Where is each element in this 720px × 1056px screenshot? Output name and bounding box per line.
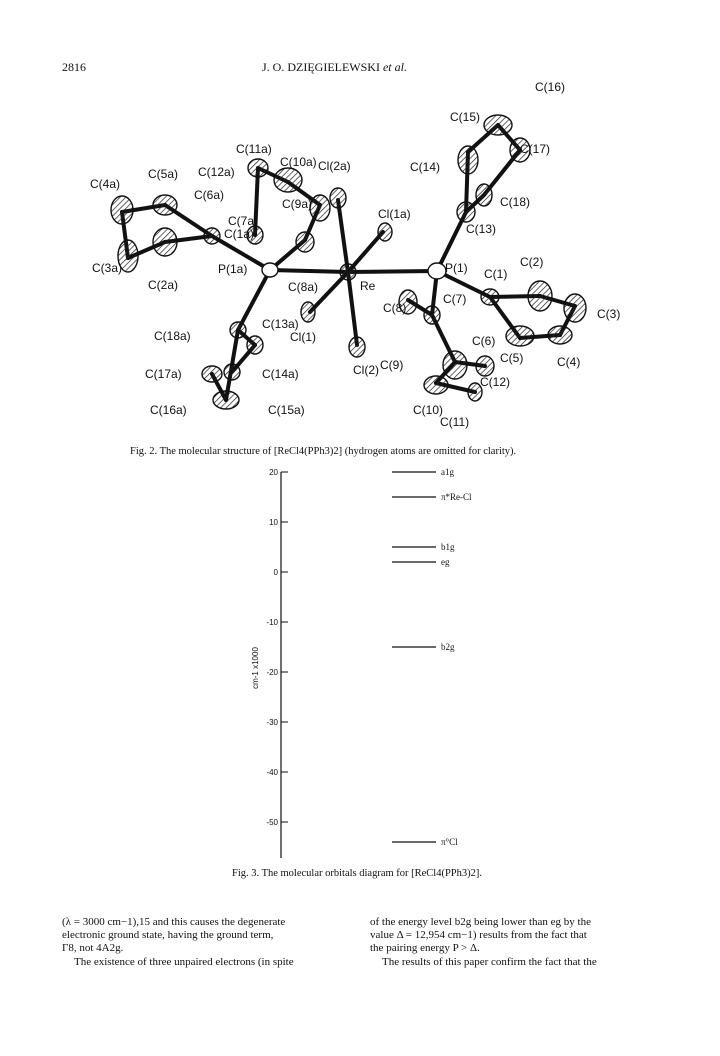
atom-label: C(8) [383, 301, 407, 315]
axis-tick-label: 20 [269, 468, 278, 477]
page-number: 2816 [62, 60, 86, 74]
body-line: the pairing energy P > Δ. [370, 942, 480, 955]
atom-label: Cl(2a) [318, 159, 351, 173]
axis-tick-label: -10 [266, 618, 278, 627]
atom-label: C(17a) [145, 367, 182, 381]
body-line: electronic ground state, having the ground term, [62, 929, 274, 942]
body-line: value Δ = 12,954 cm−1) results from the fact that [370, 929, 587, 942]
atom-label: C(7) [443, 292, 467, 306]
atom-label: C(5a) [148, 167, 179, 181]
molecular-structure-figure [0, 70, 720, 440]
atom-label: P(1) [445, 261, 468, 275]
atom-label: C(10) [413, 403, 444, 417]
atom-label: C(10a) [280, 155, 317, 169]
atom-label: C(6a) [194, 188, 225, 202]
atom-label: Cl(1a) [378, 207, 411, 221]
atom-label: C(9a) [282, 197, 313, 211]
body-left-column [62, 916, 347, 969]
mo-level-label: eg [441, 557, 450, 567]
mo-levels [392, 467, 472, 847]
atom-label: C(15a) [268, 403, 305, 417]
mo-level-label: b1g [441, 542, 455, 552]
axis-ticks [266, 468, 288, 827]
axis-tick-label: 0 [273, 568, 278, 577]
atom-label: P(1a) [218, 262, 248, 276]
atom-label: C(14) [410, 160, 441, 174]
atom-label: C(5) [500, 351, 524, 365]
atom-label: C(7a) [228, 214, 259, 228]
atom-label: C(1) [484, 267, 508, 281]
body-line: (λ = 3000 cm−1),15 and this causes the degenerate [62, 916, 286, 928]
mo-level-label: a1g [441, 467, 454, 477]
atom-label: C(14a) [262, 367, 299, 381]
axis-tick-label: -30 [266, 718, 278, 727]
body-line: The results of this paper confirm the fact that the [382, 955, 597, 968]
axis-tick-label: -50 [266, 818, 278, 827]
atom-label: C(12) [480, 375, 511, 389]
atom-label: C(13) [466, 222, 497, 236]
atom-label: C(4) [557, 355, 581, 369]
atom-label: C(18a) [154, 329, 191, 343]
axis-tick-label: 10 [269, 518, 278, 527]
mo-level-label: π°Cl [441, 837, 458, 847]
atom-label: C(2a) [148, 278, 179, 292]
running-title-suffix: et al. [382, 60, 407, 74]
mo-diagram-figure [0, 460, 720, 870]
figure-3-caption: Fig. 3. The molecular orbitals diagram for [ReCl4(PPh3)2]. [232, 868, 483, 879]
axis-tick-label: -20 [266, 668, 278, 677]
figure-2-caption: Fig. 2. The molecular structure of [ReCl4(PPh3)2] (hydrogen atoms are omitted for clarity). [130, 446, 517, 457]
mo-level-label: b2g [441, 642, 455, 652]
atom-label: C(17) [520, 142, 551, 156]
axis-label: cm-1 x1000 [251, 647, 260, 689]
atom-label: Re [360, 279, 376, 293]
atom-label: C(18) [500, 195, 531, 209]
atom-label: C(16a) [150, 403, 187, 417]
body-line: The existence of three unpaired electrons (in spite [74, 955, 294, 968]
atom-label: C(13a) [262, 317, 299, 331]
atom-label: C(12a) [198, 165, 235, 179]
atom-label: C(3a) [92, 261, 123, 275]
body-line: of the energy level b2g being lower than eg by the [370, 916, 591, 928]
atom-label: C(3) [597, 307, 621, 321]
atom-label: C(2) [520, 255, 544, 269]
atom-label: Cl(1) [290, 330, 316, 344]
atom-label: Cl(2) [353, 363, 379, 377]
atom-label: C(9) [380, 358, 404, 372]
atom-label: C(11a) [236, 142, 272, 156]
atom-label: C(4a) [90, 177, 121, 191]
atom-label: C(16) [535, 80, 566, 94]
mo-level-label: π*Re-Cl [441, 492, 472, 502]
body-right-column [370, 916, 655, 969]
axis-tick-label: -40 [266, 768, 278, 777]
atom-label: C(15) [450, 110, 481, 124]
atom-label: C(6) [472, 334, 496, 348]
running-title-authors: J. O. DZIĘGIELEWSKI [262, 60, 380, 74]
atom-label: C(1a) [224, 227, 255, 241]
atom-label: C(8a) [288, 280, 319, 294]
atom-label: C(11) [440, 415, 470, 429]
body-line: Γ8, not 4A2g. [62, 942, 124, 955]
